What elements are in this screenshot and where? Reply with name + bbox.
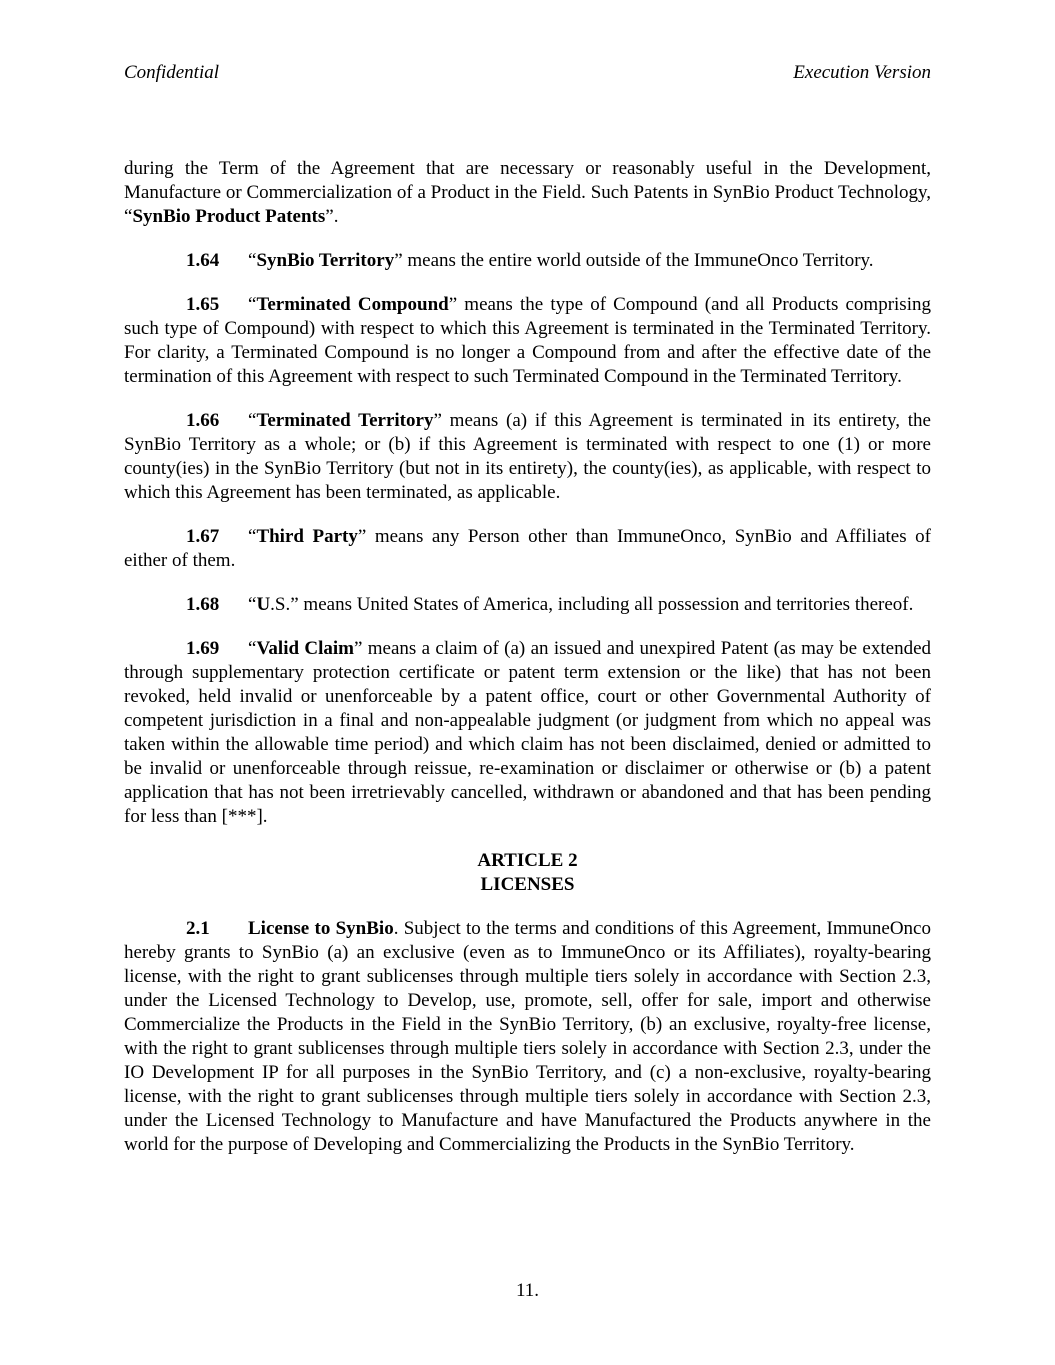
continuation-defined-term: SynBio Product Patents (132, 206, 326, 227)
open-quote: “ (248, 526, 257, 547)
open-quote: “ (248, 250, 257, 271)
page-number: 11. (515, 1280, 540, 1301)
section-text: ” means any Person other than ImmuneOnco, SynBio and Affiliates of either of them. (124, 526, 931, 571)
article-heading (124, 849, 931, 897)
section-text: .S.” means United States of America, including all possession and territories thereof. (270, 594, 914, 615)
defined-term: Third Party (256, 526, 358, 547)
section-1-67 (124, 525, 931, 573)
section-number: 1.64 (186, 250, 220, 271)
section-number: 1.65 (186, 294, 220, 315)
header-execution-version: Execution Version (793, 62, 931, 83)
section-text: ” means (a) if this Agreement is terminated in its entirety, the SynBio Territory as a whole; or (b) if this Agreement is terminated with respect to one (1) or more county(ies) in the SynBio Territory (but not in its entirety), the county(ies), as applicable, with respect to which this Agreement has been terminated, as applicable. (124, 410, 931, 503)
continuation-paragraph (124, 157, 931, 229)
section-1-68 (124, 593, 931, 617)
article-number: ARTICLE 2 (477, 850, 578, 871)
section-number: 1.69 (186, 638, 220, 659)
defined-term: Valid Claim (256, 638, 354, 659)
section-text: . Subject to the terms and conditions of this Agreement, ImmuneOnco hereby grants to SynBio (a) an exclusive (even as to ImmuneOnco or its Affiliates), royalty-bearing license, with the right to grant sublicenses through multiple tiers solely in accordance with Section 2.3, under the Licensed Technology to Develop, use, promote, sell, offer for sale, import and otherwise Commercialize the Products in the Field in the SynBio Territory, (b) an exclusive, royalty-free license, with the right to grant sublicenses through multiple tiers solely in accordance with Section 2.3, under the IO Development IP for all purposes in the SynBio Territory, and (c) a non-exclusive, royalty-bearing license, with the right to grant sublicenses through multiple tiers solely in accordance with Section 2.3, under the Licensed Technology to Manufacture and have Manufactured the Products anywhere in the world for the purpose of Developing and Commercializing the Products in the SynBio Territory. (124, 918, 931, 1155)
section-1-65 (124, 293, 931, 389)
section-1-64 (124, 249, 931, 273)
defined-term: Terminated Compound (256, 294, 449, 315)
open-quote: “ (248, 294, 257, 315)
article-title: LICENSES (480, 874, 575, 895)
defined-term: Terminated Territory (256, 410, 434, 431)
section-1-66 (124, 409, 931, 505)
document-body (124, 157, 931, 1177)
defined-term: U (256, 594, 271, 615)
open-quote: “ (248, 594, 257, 615)
section-text: ” means the entire world outside of the ImmuneOnco Territory. (394, 250, 874, 271)
section-1-69 (124, 637, 931, 829)
section-number: 1.66 (186, 410, 220, 431)
section-number: 2.1 (186, 918, 210, 939)
section-number: 1.68 (186, 594, 220, 615)
open-quote: “ (248, 410, 257, 431)
section-text: ” means a claim of (a) an issued and unexpired Patent (as may be extended through supplementary protection certificate or patent term extension or the like) that has not been revoked, held invalid or unenforceable by a patent office, court or other Governmental Authority of competent jurisdiction in a final and non-appealable judgment (or judgment from which no appeal was taken within the allowable time period) and which claim has not been disclaimed, denied or admitted to be invalid or unenforceable through reissue, re-examination or disclaimer or otherwise or (b) a patent application that has not been irretrievably cancelled, withdrawn or abandoned and that has been pending for less than [***]. (124, 638, 931, 827)
header-confidential: Confidential (124, 62, 219, 83)
section-2-1 (124, 917, 931, 1157)
page-header (124, 62, 931, 88)
continuation-text-2: ”. (325, 206, 339, 227)
section-text: ” means the type of Compound (and all Products comprising such type of Compound) with respect to which this Agreement is terminated in the Terminated Territory. For clarity, a Terminated Compound is no longer a Compound from and after the effective date of the termination of this Agreement with respect to such Terminated Compound in the Terminated Territory. (124, 294, 931, 387)
defined-term: SynBio Territory (256, 250, 395, 271)
section-number: 1.67 (186, 526, 220, 547)
continuation-text-1: during the Term of the Agreement that are necessary or reasonably useful in the Development, Manufacture or Commercialization of a Product in the Field. Such Patents in SynBio Product Technology, “ (124, 158, 931, 227)
open-quote: “ (248, 638, 257, 659)
section-title: License to SynBio (248, 918, 394, 939)
